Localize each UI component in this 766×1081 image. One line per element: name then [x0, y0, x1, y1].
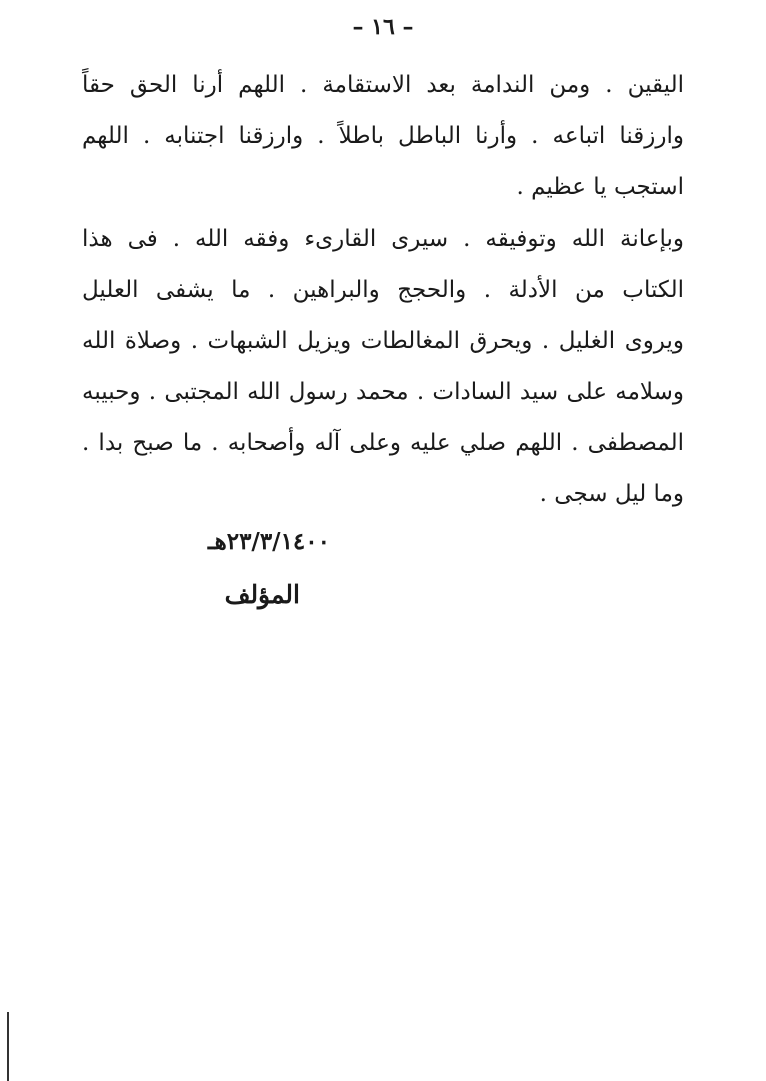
author-signature: المؤلف	[224, 580, 300, 609]
text-line: ويروى الغليل . ويحرق المغالطات ويزيل الشبهات . وصلاة الله	[82, 328, 684, 354]
text-line: وارزقنا اتباعه . وأرنا الباطل باطلاً . وارزقنا اجتنابه . اللهم	[82, 123, 684, 149]
date-line: ٢٣/٣/١٤٠٠هـ	[207, 528, 330, 555]
paragraph-2	[82, 214, 684, 520]
text-line: وسلامه على سيد السادات . محمد رسول الله المجتبى . وحبيبه	[82, 379, 684, 405]
text-line: استجب يا عظيم .	[516, 174, 684, 200]
page-number: – ١٦ –	[352, 14, 414, 40]
text-line: المصطفى . اللهم صلي عليه وعلى آله وأصحابه . ما صبح بدا .	[82, 430, 684, 456]
text-line: وما ليل سجى .	[539, 481, 684, 507]
text-line: الكتاب من الأدلة . والحجج والبراهين . ما يشفى العليل	[82, 277, 684, 303]
text-line: اليقين . ومن الندامة بعد الاستقامة . اللهم أرنا الحق حقاً	[82, 72, 684, 98]
text-line: وبإعانة الله وتوفيقه . سيرى القارىء وفقه الله . فى هذا	[82, 226, 684, 252]
paragraph-1	[82, 60, 684, 213]
scan-edge-line	[7, 1012, 9, 1081]
